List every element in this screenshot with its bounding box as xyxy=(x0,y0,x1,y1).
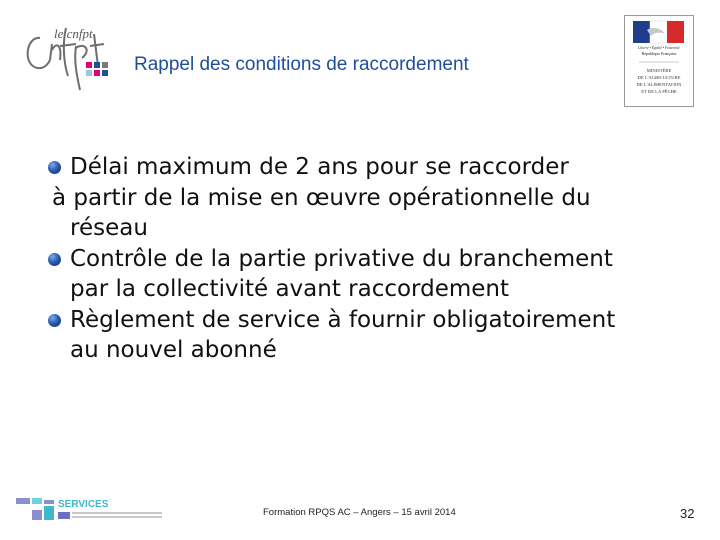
bullet-line: par la collectivité avant raccordement xyxy=(70,276,510,302)
services-logo xyxy=(14,496,166,524)
ministry-line-3: DE L'ALIMENTATION xyxy=(636,82,682,87)
bullet-line: Règlement de service à fournir obligatoirement xyxy=(70,306,616,333)
bullet-line: Délai maximum de 2 ans pour se raccorder xyxy=(70,154,569,180)
ministry-country: République Française xyxy=(641,51,677,56)
bullet-line: à partir de la mise en œuvre opérationnelle du xyxy=(52,184,591,211)
bullet-item xyxy=(48,244,688,305)
page-number: 32 xyxy=(680,506,695,521)
bullet-line: au nouvel abonné xyxy=(70,337,277,363)
bullet-list xyxy=(48,152,688,366)
bullet-line: Contrôle de la partie privative du branchement xyxy=(70,245,613,272)
slide-title: Rappel des conditions de raccordement xyxy=(134,54,469,75)
cnfpt-logo xyxy=(18,16,118,96)
bullet-line: réseau xyxy=(70,215,148,241)
continuation-item xyxy=(48,183,688,244)
ministry-line-4: ET DE LA PÊCHE xyxy=(641,89,677,94)
ministry-line-1: MINISTÈRE xyxy=(646,68,672,73)
bullet-icon xyxy=(48,314,61,327)
ministry-motto: Liberté • Égalité • Fraternité xyxy=(638,46,680,50)
cnfpt-logo-text: le cnfpt xyxy=(54,26,93,41)
services-logo-text: SERVICES xyxy=(58,499,109,510)
ministry-line-2: DE L'AGRICULTURE xyxy=(637,75,681,80)
bullet-item xyxy=(48,305,688,366)
bullet-icon xyxy=(48,161,61,174)
footer-text: Formation RPQS AC – Angers – 15 avril 2014 xyxy=(263,507,456,518)
ministry-logo xyxy=(624,15,694,107)
bullet-icon xyxy=(48,253,61,266)
bullet-item xyxy=(48,152,688,183)
